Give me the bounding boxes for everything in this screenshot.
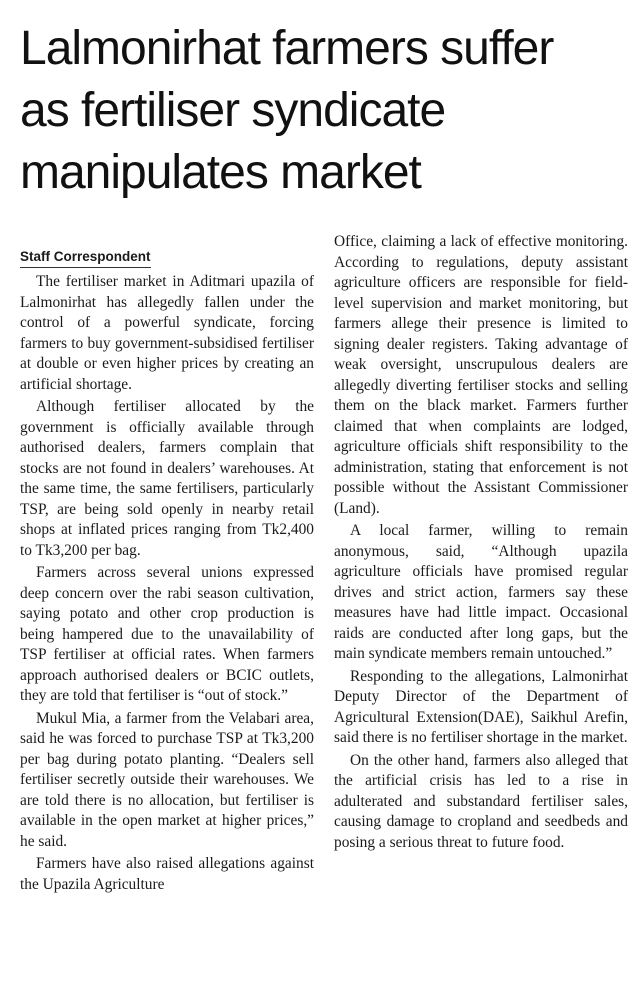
paragraph: Responding to the allegations, Lalmonirhat Deputy Director of the Department of Agricultural Extension(DAE), Saikhul Arefin, said there is no fertiliser shortage in the market. xyxy=(334,667,628,746)
headline-line-1: Lalmonirhat farmers suffer xyxy=(20,22,554,75)
paragraph: Although fertiliser allocated by the government is officially available through authorised dealers, farmers complain that stocks are not found in dealers’ warehouses. At the same time, the same fertilisers, particularly TSP, are being sold openly in nearby retail shops at inflated prices ranging from Tk2,400 to Tk3,200 per bag. xyxy=(20,398,314,559)
paragraph: On the other hand, farmers also alleged that the artificial crisis has led to a rise in adulterated and substandard fertiliser sales, causing damage to cropland and seedbeds and posing a serious threat to future food. xyxy=(334,751,628,851)
paragraph: Mukul Mia, a farmer from the Velabari area, said he was forced to purchase TSP at Tk3,200 per bag during potato planting. “Dealers sell fertiliser secretly outside their warehouses. We are told there is no allocation, but fertiliser is available in the open market at higher prices,” he said. xyxy=(20,709,314,850)
headline-line-3: manipulates market xyxy=(20,146,421,199)
article-column-right xyxy=(334,232,628,853)
paragraph: Farmers across several unions expressed deep concern over the rabi season cultivation, saying potato and other crop production is being hampered due to the unavailability of TSP fertiliser at official rates. When farmers approach authorised dealers or BCIC outlets, they are told that fertiliser is “out of stock.” xyxy=(20,564,314,704)
headline-line-2: as fertiliser syndicate xyxy=(20,84,446,137)
paragraph: Office, claiming a lack of effective monitoring. According to regulations, deputy assistant agriculture officers are responsible for field-level supervision and market monitoring, but farmers allege their presence is limited to signing dealer registers. Taking advantage of weak oversight, unscrupulous dealers are allegedly diverting fertiliser stocks and selling them on the black market. Farmers further claimed that when complaints are lodged, agriculture officials shift responsibility to the administration, stating that enforcement is not possible without the Assistant Commissioner (Land). xyxy=(334,233,628,517)
byline: Staff Correspondent xyxy=(20,248,151,268)
paragraph: The fertiliser market in Aditmari upazila of Lalmonirhat has allegedly fallen under the control of a powerful syndicate, forcing farmers to buy government-subsidised fertiliser at double or even higher prices by creating an artificial shortage. xyxy=(20,273,314,393)
headline xyxy=(20,18,625,204)
paragraph: Farmers have also raised allegations against the Upazila Agriculture xyxy=(20,855,314,893)
paragraph: A local farmer, willing to remain anonymous, said, “Although upazila agriculture officials have promised regular drives and strict action, farmers say these measures have had little impact. Occasional raids are conducted after long gaps, but the main syndicate members remain untouched.” xyxy=(334,522,628,662)
article-column-left xyxy=(20,247,314,895)
